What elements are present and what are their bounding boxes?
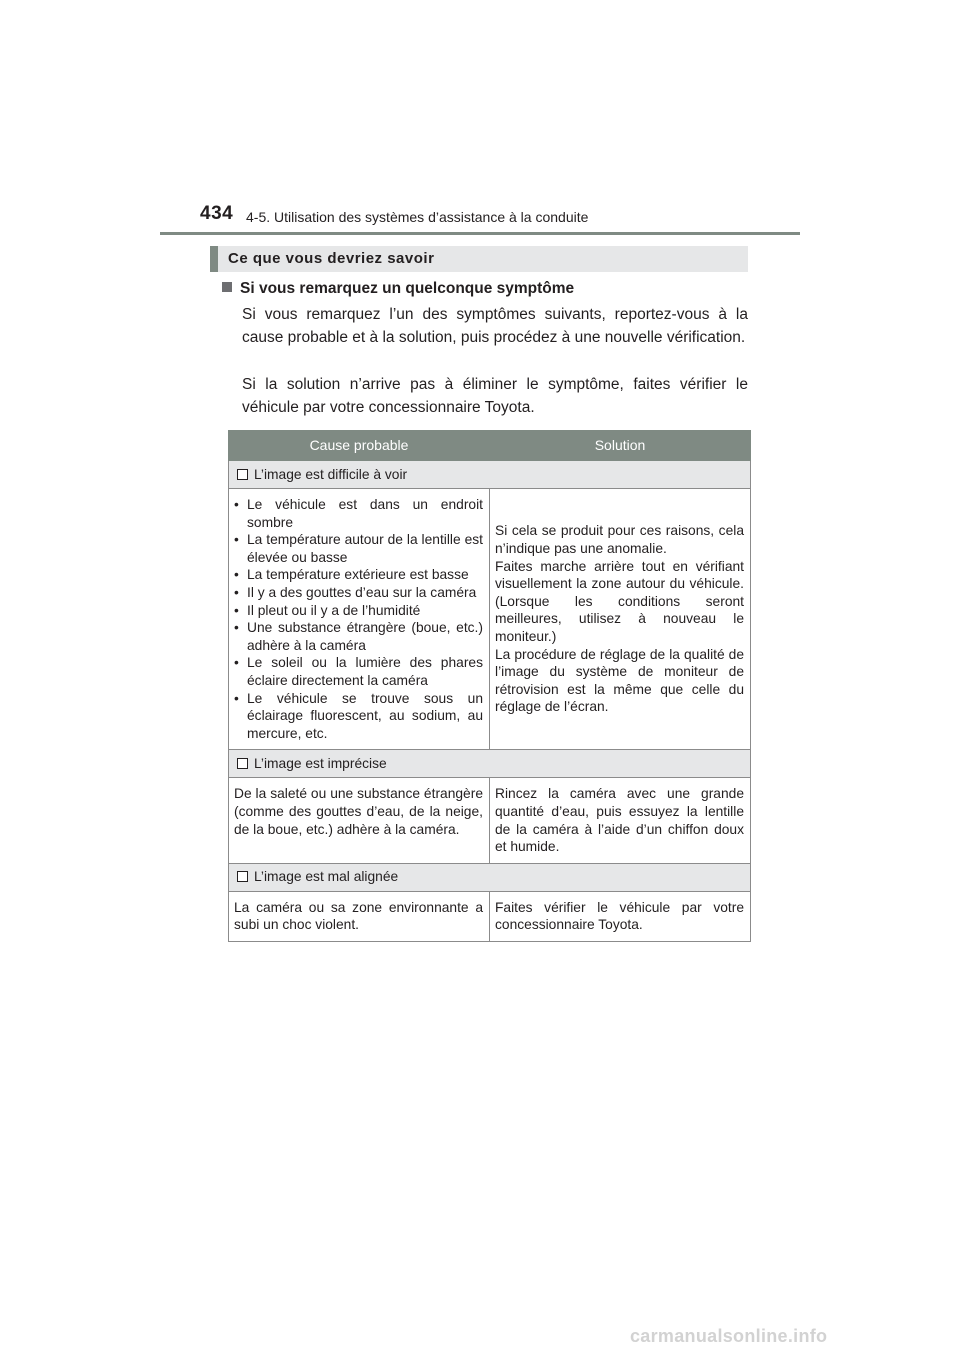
subsection-title: Si vous remarquez un quelconque symptôme	[240, 280, 575, 297]
symptom-label: L’image est imprécise	[254, 756, 387, 772]
cause-cell: La caméra ou sa zone environnante a subi un choc violent.	[229, 891, 490, 941]
table-row	[229, 489, 751, 750]
checkbox-icon	[237, 758, 248, 769]
dealer-paragraph: Si la solution n’arrive pas à éliminer le symptôme, faites vérifier le véhicule par votre concessionnaire Toyota.	[242, 376, 748, 416]
symptom-row	[229, 750, 751, 778]
troubleshooting-table	[228, 430, 751, 942]
solution-line: La procédure de réglage de la qualité de l’image du système de moniteur de rétrovision est la même que celle du réglage de l’écran.	[495, 646, 744, 715]
solution-cell: Faites vérifier le véhicule par votre concessionnaire Toyota.	[490, 891, 751, 941]
table-row	[229, 778, 751, 863]
list-item: • Il pleut ou il y a de l’humidité	[234, 602, 483, 620]
header-cause: Cause probable	[229, 431, 490, 461]
intro-paragraph: Si vous remarquez l’un des symptômes suivants, reportez-vous à la cause probable et à la solution, puis procédez à une nouvelle vérification.	[242, 306, 748, 346]
list-item: • Une substance étrangère (boue, etc.) adhère à la caméra	[234, 619, 483, 654]
solution-line: Faites marche arrière tout en vérifiant visuellement la zone autour du véhicule. (Lorsque les conditions seront meilleures, utilisez à nouveau le moniteur.)	[495, 558, 744, 644]
solution-line: Si cela se produit pour ces raisons, cela n’indique pas une anomalie.	[495, 523, 744, 556]
table-header-row	[229, 431, 751, 461]
checkbox-icon	[237, 871, 248, 882]
checkbox-icon	[237, 469, 248, 480]
list-item: • Le véhicule se trouve sous un éclairage fluorescent, au sodium, au mercure, etc.	[234, 690, 483, 743]
symptom-row	[229, 863, 751, 891]
watermark: carmanualsonline.info	[630, 1326, 828, 1346]
table-row	[229, 891, 751, 941]
subsection-heading	[222, 280, 574, 298]
square-bullet-icon	[222, 282, 232, 292]
list-item: • Le véhicule est dans un endroit sombre	[234, 496, 483, 531]
cause-cell: De la saleté ou une substance étrangère (comme des gouttes d’eau, de la neige, de la boue, etc.) adhère à la caméra.	[229, 778, 490, 863]
chapter-title: 4-5. Utilisation des systèmes d’assistance à la conduite	[246, 209, 589, 225]
list-item: • La température extérieure est basse	[234, 566, 483, 584]
list-item: • La température autour de la lentille est élevée ou basse	[234, 531, 483, 566]
solution-cell	[490, 489, 751, 750]
solution-cell: Rincez la caméra avec une grande quantité d’eau, puis essuyez la lentille de la caméra à l’aide d’un chiffon doux et humide.	[490, 778, 751, 863]
section-banner: Ce que vous devriez savoir	[210, 246, 748, 272]
cause-list	[234, 496, 483, 742]
header-solution: Solution	[490, 431, 751, 461]
header-divider	[160, 232, 800, 235]
cause-cell	[229, 489, 490, 750]
symptom-row	[229, 461, 751, 489]
list-item: • Il y a des gouttes d’eau sur la caméra	[234, 584, 483, 602]
page-number: 434	[200, 203, 234, 224]
symptom-label: L’image est mal alignée	[254, 869, 399, 885]
symptom-label: L’image est difficile à voir	[254, 466, 408, 482]
list-item: • Le soleil ou la lumière des phares éclaire directement la caméra	[234, 654, 483, 689]
